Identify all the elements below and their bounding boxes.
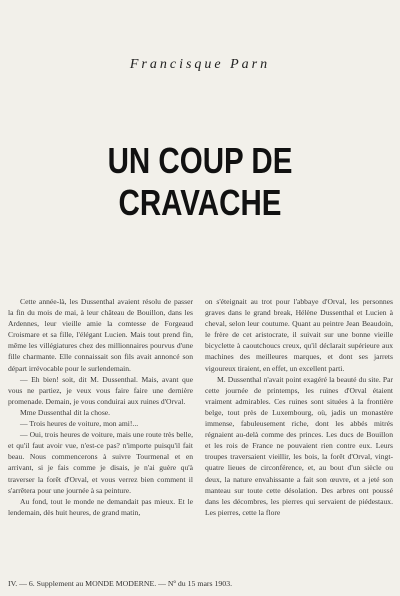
- left-paragraph: — Eh bien! soit, dit M. Dussenthal. Mais, avant que vous ne partiez, je veux vous faire faire une dernière promenade. Demain, je vous conduirai aux ruines d'Orval.: [8, 374, 193, 406]
- page-footer: IV. — 6. Supplement au MONDE MODERNE. — Nº du 15 mars 1903.: [8, 579, 233, 588]
- author-name: Francisque Parn: [129, 57, 271, 72]
- left-column: [8, 296, 193, 518]
- left-paragraph: Au fond, tout le monde ne demandait pas mieux. Et le lendemain, dès huit heures, de grand matin,: [8, 496, 193, 517]
- left-paragraph: — Oui, trois heures de voiture, mais une route très belle, et qu'il faut avoir vue, n'est-ce pas? n'importe puisqu'il fait beau. Nous commencerons à suivre Tourmenal et en arrivant, si je fais comme je disais, je n'ai guère qu'à traverser la forêt d'Orval, et vous verrez bien comment il s'arrêtera pour une journée à sa peinture.: [8, 430, 193, 495]
- right-column: [205, 296, 393, 518]
- left-paragraph: Mme Dussenthal dit la chose.: [20, 407, 111, 417]
- left-paragraph: — Trois heures de voiture, mon ami!...: [20, 419, 139, 429]
- left-paragraph: Cette année-là, les Dussenthal avaient résolu de passer la fin du mois de mai, à leur château de Bouillon, dans les Ardennes, leur vieille amie la comtesse de Forgeaud Croismare et sa fille, l'élégant Lucien. Mais tout prend fin, même les villégiatures chez des millionnaires pourvus d'une fille charmante. Elle connaissait son fils avait annoncé son départ irrévocable pour le surlendemain.: [8, 297, 193, 373]
- right-paragraph: M. Dussenthal n'avait point exagéré la beauté du site. Par cette journée de printemps, les ruines d'Orval étaient vraiment admirables. Ces ruines sont situées à la frontière belge, tout près de Luxembourg, où, jadis un monastère immense, fabuleusement riche, dont les abbés mitrés régnaient au-delà comme des princes. Les ducs de Bouillon et les rois de France ne pouvaient rien contre eux. Leurs troupes traversaient vieillir, les bois, la forêt d'Orval, vingt-quatre lieues de circonférence, et, au bout d'un siècle ou deux, la nature envahissante a fait son œuvre, et a jeté son manteau sur toute cette désolation. Des arbres ont poussé dans les décombres, les pierres qui servaient de piédestaux. Les pierres, cette la flore: [205, 374, 393, 517]
- right-paragraph: on s'éteignait au trot pour l'abbaye d'Orval, les personnes graves dans le grand break, Hélène Dussenthal et Lucien à cheval, selon leur coutume. Quant au peintre Jean Beaudoin, le frère de cet aristocrate, il suivait sur une bonne vieille bicyclette à caoutchoucs creux, qu'il déclarait supérieure aux machines des meilleures marques, et dont ses jarrets vigoureux tiraient, en effet, un excellent parti.: [205, 297, 393, 373]
- story-title: UN COUP DE CRAVACHE: [107, 140, 293, 223]
